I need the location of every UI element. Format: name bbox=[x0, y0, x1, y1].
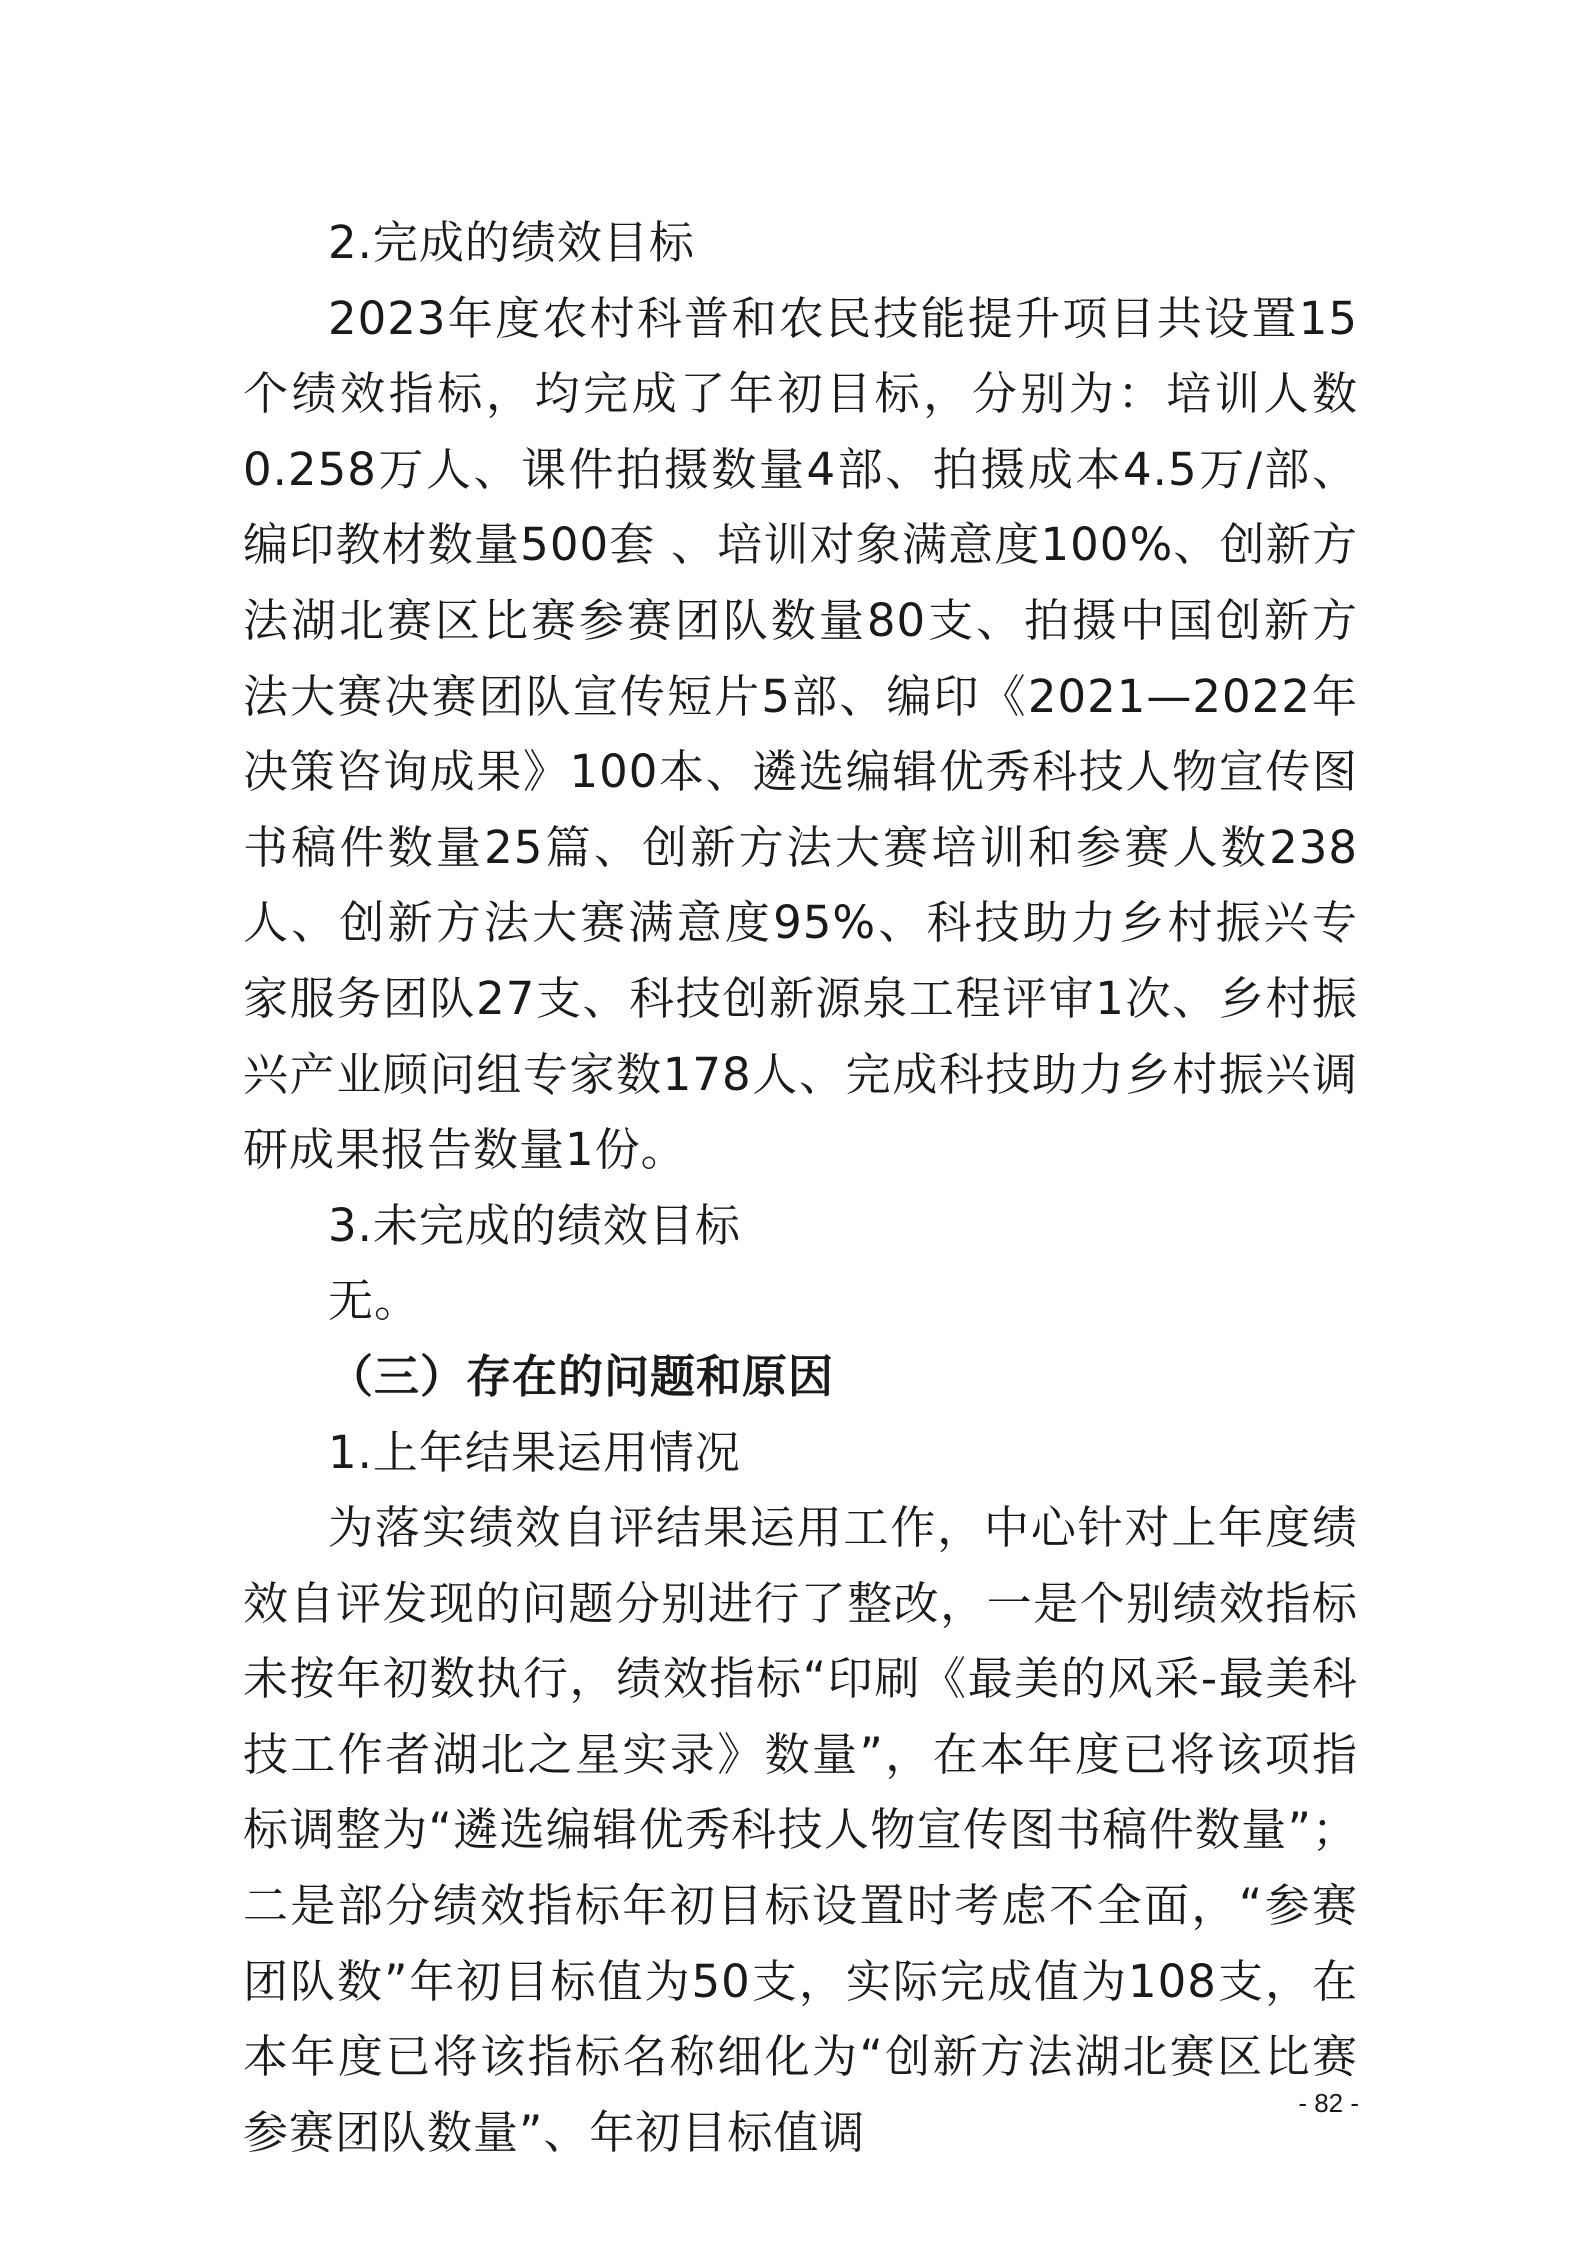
heading-completed-goals: 2.完成的绩效目标 bbox=[328, 216, 695, 269]
paragraph-completed-goals: 2023年度农村科普和农民技能提升项目共设置15个绩效指标，均完成了年初目标，分别为：培训人数0.258万人、课件拍摄数量4部、拍摄成本4.5万/部、编印教材数量500套 、培训对象满意度100%、创新方法湖北赛区比赛参赛团队数量80支、拍摄中国创新方法大赛决赛团队宣传短片5部、编印《2021—2022年决策咨询成果》100本、遴选编辑优秀科技人物宣传图书稿件数量25篇、创新方法大赛培训和参赛人数238人、创新方法大赛满意度95%、科技助力乡村振兴专家服务团队27支、科技创新源泉工程评审1次、乡村振兴产业顾问组专家数178人、完成科技助力乡村振兴调研成果报告数量1份。 bbox=[243, 291, 1358, 1177]
section-title-problems: （三）存在的问题和原因 bbox=[328, 1349, 835, 1403]
document-body bbox=[243, 205, 1358, 2170]
page-number: - 82 - bbox=[1298, 2088, 1359, 2118]
heading-uncompleted-goals: 3.未完成的绩效目标 bbox=[328, 1198, 741, 1252]
paragraph-last-year-results: 为落实绩效自评结果运用工作，中心针对上年度绩效自评发现的问题分别进行了整改，一是个别绩效指标未按年初数执行，绩效指标“印刷《最美的风采-最美科技工作者湖北之星实录》数量”，在本年度已将该项指标调整为“遴选编辑优秀科技人物宣传图书稿件数量”；二是部分绩效指标年初目标设置时考虑不全面，“参赛团队数”年初目标值为50支，实际完成值为108支，在本年度已将该指标名称细化为“创新方法湖北赛区比赛参赛团队数量”、年初目标值调 bbox=[243, 1501, 1358, 2159]
paragraph-uncompleted-goals: 无。 bbox=[328, 1274, 421, 1328]
heading-last-year-results: 1.上年结果运用情况 bbox=[328, 1425, 741, 1479]
